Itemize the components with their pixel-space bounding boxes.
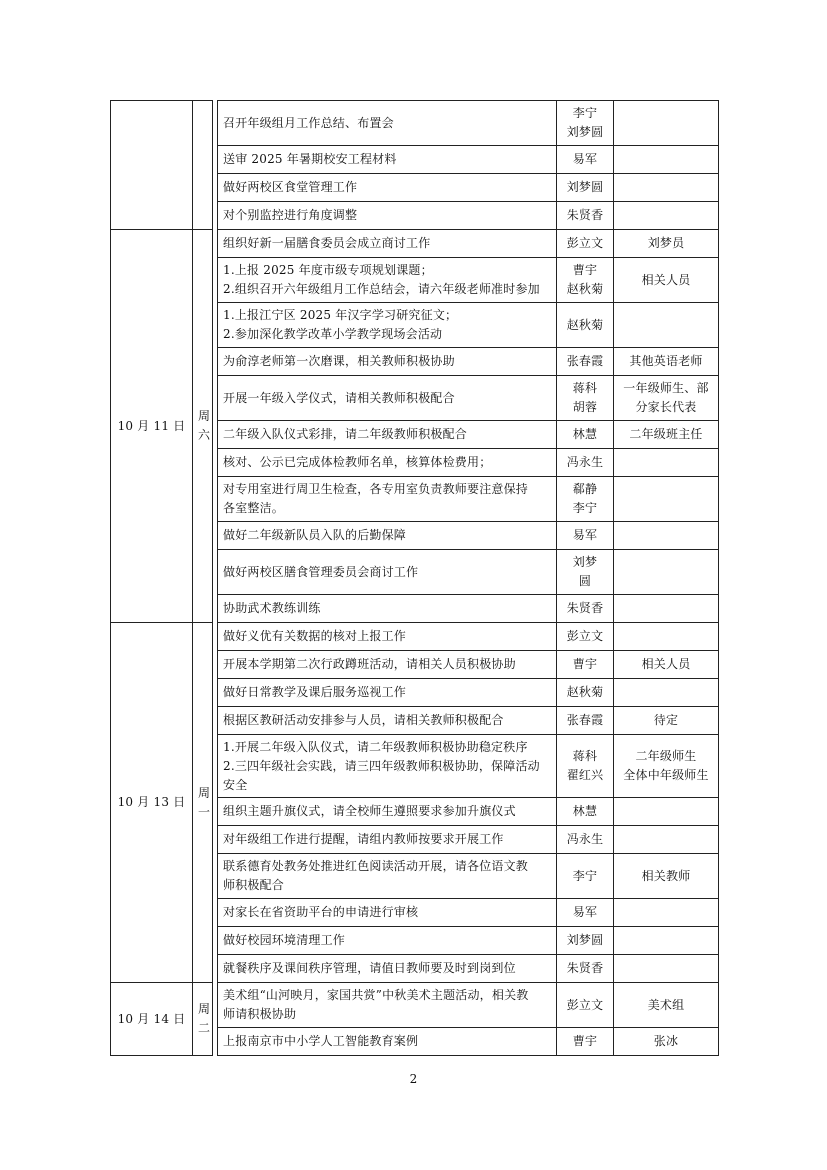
assist-line: 分家长代表 — [635, 400, 697, 414]
task-line: 1.上报江宁区 2025 年汉字学习研究征文； — [223, 308, 458, 322]
assist-cell — [614, 230, 719, 258]
task-line: 做好日常教学及课后服务巡视工作 — [223, 685, 407, 699]
task-line: 对年级组工作进行提醒，请组内教师按要求开展工作 — [223, 832, 504, 846]
weekday-line: 一 — [198, 804, 211, 819]
assist-line: 相关教师 — [641, 868, 691, 883]
person-line: 李宁 — [572, 106, 598, 120]
assist-cell — [614, 927, 719, 955]
person-cell — [557, 651, 614, 679]
task-line: 师请积极协助 — [223, 1007, 297, 1021]
person-line: 张春霞 — [566, 354, 604, 368]
assist-cell — [614, 735, 719, 798]
task-line: 安全 — [223, 777, 248, 792]
person-line: 蒋科 — [572, 381, 598, 395]
task-line: 做好两校区膳食管理委员会商讨工作 — [223, 564, 419, 579]
weekday-cell — [193, 623, 213, 983]
person-cell — [557, 202, 614, 230]
table-row — [111, 101, 719, 146]
assist-cell — [614, 477, 719, 522]
task-cell — [218, 202, 557, 230]
person-cell — [557, 522, 614, 550]
person-cell — [557, 826, 614, 854]
person-line: 冯永生 — [566, 455, 604, 469]
task-line: 就餐秩序及课间秩序管理，请值日教师要及时到岗到位 — [223, 961, 516, 975]
weekday-cell — [193, 101, 213, 230]
assist-cell — [614, 955, 719, 983]
assist-cell — [614, 146, 719, 174]
person-line: 蒋科 — [572, 749, 598, 763]
person-line: 林慧 — [572, 427, 598, 441]
weekday-cell — [193, 983, 213, 1056]
assist-cell — [614, 522, 719, 550]
task-cell — [218, 376, 557, 421]
task-cell — [218, 174, 557, 202]
task-line: 做好校园环境清理工作 — [223, 933, 346, 947]
task-cell — [218, 854, 557, 899]
task-cell — [218, 955, 557, 983]
task-line: 师积极配合 — [223, 878, 285, 892]
date-cell — [111, 101, 193, 230]
assist-cell — [614, 348, 719, 376]
task-cell — [218, 550, 557, 595]
task-line: 对家长在省资助平台的申请进行审核 — [223, 905, 419, 919]
task-line: 开展一年级入学仪式，请相关教师积极配合 — [223, 390, 455, 405]
person-line: 朱贤香 — [566, 208, 604, 222]
person-line: 张春霞 — [566, 713, 604, 727]
date-cell: 10 月 14 日 — [111, 983, 193, 1056]
person-cell — [557, 146, 614, 174]
task-cell — [218, 983, 557, 1028]
assist-cell — [614, 421, 719, 449]
person-cell — [557, 927, 614, 955]
assist-cell — [614, 101, 719, 146]
person-line: 胡蓉 — [572, 400, 598, 414]
person-cell — [557, 798, 614, 826]
table-row — [111, 983, 719, 1028]
task-line: 组织主题升旗仪式，请全校师生遵照要求参加升旗仪式 — [223, 804, 516, 818]
schedule-body — [111, 101, 719, 1056]
person-line: 曹宇 — [572, 263, 598, 277]
person-cell — [557, 230, 614, 258]
task-cell — [218, 927, 557, 955]
task-line: 做好两校区食堂管理工作 — [223, 180, 358, 194]
page-number: 2 — [409, 1072, 418, 1086]
person-cell — [557, 421, 614, 449]
person-cell — [557, 623, 614, 651]
assist-line: 二年级师生 — [635, 749, 697, 763]
assist-cell — [614, 202, 719, 230]
assist-cell — [614, 983, 719, 1028]
person-line: 彭立文 — [566, 629, 604, 643]
task-line: 召开年级组月工作总结、布置会 — [223, 115, 394, 130]
assist-cell — [614, 707, 719, 735]
weekday-line: 周 — [198, 1002, 211, 1016]
task-line: 为俞淳老师第一次磨课，相关教师积极协助 — [223, 354, 455, 368]
weekday-line: 周 — [198, 409, 211, 423]
task-line: 上报南京市中小学人工智能教育案例 — [223, 1034, 419, 1048]
assist-cell — [614, 679, 719, 707]
assist-cell — [614, 899, 719, 927]
person-cell — [557, 854, 614, 899]
assist-cell — [614, 651, 719, 679]
assist-line: 美术组 — [647, 997, 685, 1012]
person-cell — [557, 899, 614, 927]
date-cell: 10 月 13 日 — [111, 623, 193, 983]
assist-line: 二年级班主任 — [629, 427, 703, 441]
person-line: 彭立文 — [566, 236, 604, 250]
task-line: 1.开展二年级入队仪式，请二年级教师积极协助稳定秩序 — [223, 739, 528, 754]
task-line: 做好二年级新队员入队的后勤保障 — [223, 528, 407, 542]
task-cell — [218, 735, 557, 798]
person-line: 林慧 — [572, 804, 598, 818]
person-line: 刘梦圆 — [566, 933, 604, 947]
person-line: 翟红兴 — [566, 768, 604, 782]
weekday-line: 周 — [198, 785, 211, 800]
assist-cell — [614, 1028, 719, 1056]
person-line: 刘梦圆 — [566, 180, 604, 194]
assist-line: 相关人员 — [641, 657, 691, 671]
person-cell — [557, 348, 614, 376]
assist-cell — [614, 623, 719, 651]
weekday-line: 六 — [198, 428, 211, 442]
person-line: 朱贤香 — [566, 601, 604, 615]
person-cell — [557, 735, 614, 798]
task-cell — [218, 258, 557, 303]
person-cell — [557, 174, 614, 202]
task-line: 根据区教研活动安排参与人员，请相关教师积极配合 — [223, 713, 504, 727]
assist-line: 其他英语老师 — [629, 354, 703, 368]
assist-cell — [614, 550, 719, 595]
assist-cell — [614, 826, 719, 854]
task-line: 二年级入队仪式彩排，请二年级教师积极配合 — [223, 427, 468, 441]
assist-line: 待定 — [653, 713, 679, 727]
task-line: 开展本学期第二次行政蹲班活动，请相关人员积极协助 — [223, 657, 516, 671]
person-line: 朱贤香 — [566, 961, 604, 975]
task-line: 做好义优有关数据的核对上报工作 — [223, 629, 407, 643]
person-line: 易军 — [572, 152, 598, 166]
person-cell — [557, 449, 614, 477]
task-cell — [218, 421, 557, 449]
weekday-cell — [193, 230, 213, 623]
task-line: 送审 2025 年暑期校安工程材料 — [223, 152, 397, 166]
person-cell — [557, 303, 614, 348]
assist-cell — [614, 376, 719, 421]
person-cell — [557, 955, 614, 983]
task-line: 美术组“山河映月，家国共赏”中秋美术主题活动，相关教 — [223, 988, 529, 1002]
task-cell — [218, 348, 557, 376]
person-line: 李宁 — [572, 501, 598, 515]
person-line: 易军 — [572, 528, 598, 542]
task-line: 对个别监控进行角度调整 — [223, 208, 358, 222]
person-line: 彭立文 — [566, 997, 604, 1012]
person-line: 赵秋菊 — [566, 282, 604, 296]
person-line: 冯永生 — [566, 832, 604, 846]
task-cell — [218, 826, 557, 854]
person-cell — [557, 595, 614, 623]
task-cell — [218, 798, 557, 826]
schedule-table — [110, 100, 719, 1056]
task-line: 2.组织召开六年级组月工作总结会，请六年级老师准时参加 — [223, 282, 540, 296]
person-line: 曹宇 — [572, 1034, 598, 1048]
assist-line: 相关人员 — [641, 272, 691, 287]
task-cell — [218, 522, 557, 550]
task-cell — [218, 623, 557, 651]
task-line: 2.参加深化教学改革小学教学现场会活动 — [223, 327, 443, 341]
assist-line: 张冰 — [653, 1034, 679, 1048]
task-line: 1.上报 2025 年度市级专项规划课题； — [223, 263, 433, 277]
assist-cell — [614, 258, 719, 303]
task-line: 协助武术教练训练 — [223, 601, 321, 615]
person-line: 赵秋菊 — [566, 317, 604, 332]
task-cell — [218, 477, 557, 522]
assist-cell — [614, 595, 719, 623]
task-cell — [218, 449, 557, 477]
task-line: 联系德育处教务处推进红色阅读活动开展，请各位语文教 — [223, 859, 529, 873]
assist-line: 一年级师生、部 — [623, 381, 709, 395]
assist-cell — [614, 854, 719, 899]
person-cell — [557, 679, 614, 707]
task-line: 2.三四年级社会实践，请三四年级教师积极协助，保障活动 — [223, 758, 540, 773]
person-line: 郗静 — [572, 482, 598, 496]
person-cell — [557, 376, 614, 421]
task-cell — [218, 651, 557, 679]
person-line: 刘梦圆 — [566, 125, 604, 139]
table-row — [111, 230, 719, 258]
person-cell — [557, 477, 614, 522]
assist-cell — [614, 798, 719, 826]
task-cell — [218, 899, 557, 927]
assist-cell — [614, 174, 719, 202]
task-line: 各室整洁。 — [223, 501, 285, 515]
person-cell — [557, 1028, 614, 1056]
task-line: 组织好新一届膳食委员会成立商讨工作 — [223, 236, 431, 250]
person-cell — [557, 707, 614, 735]
weekday-line: 二 — [198, 1021, 211, 1035]
date-cell: 10 月 11 日 — [111, 230, 193, 623]
table-row — [111, 623, 719, 651]
person-line: 刘梦 — [572, 555, 598, 569]
task-cell — [218, 679, 557, 707]
task-cell — [218, 303, 557, 348]
person-cell — [557, 550, 614, 595]
person-line: 赵秋菊 — [566, 685, 604, 699]
person-line: 李宁 — [572, 868, 598, 883]
task-cell — [218, 707, 557, 735]
person-cell — [557, 983, 614, 1028]
assist-line: 刘梦员 — [647, 236, 685, 250]
person-line: 圆 — [578, 574, 592, 588]
task-cell — [218, 595, 557, 623]
person-cell — [557, 101, 614, 146]
person-line: 易军 — [572, 905, 598, 919]
task-cell — [218, 146, 557, 174]
task-cell — [218, 230, 557, 258]
assist-cell — [614, 449, 719, 477]
person-line: 曹宇 — [572, 657, 598, 671]
assist-line: 全体中年级师生 — [623, 768, 709, 782]
task-line: 对专用室进行周卫生检查，各专用室负责教师要注意保持 — [223, 482, 529, 496]
task-line: 核对、公示已完成体检教师名单，核算体检费用； — [223, 455, 492, 469]
assist-cell — [614, 303, 719, 348]
task-cell — [218, 1028, 557, 1056]
person-cell — [557, 258, 614, 303]
task-cell — [218, 101, 557, 146]
